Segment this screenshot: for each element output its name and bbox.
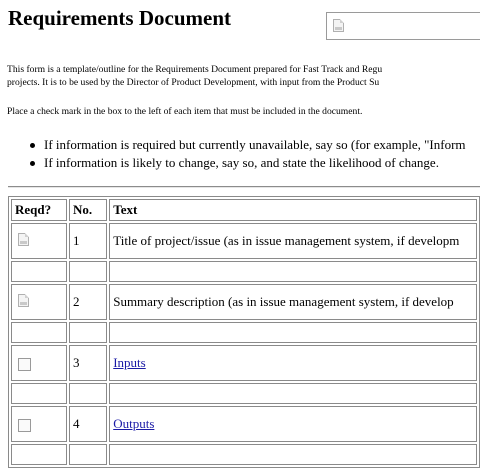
- page-title: Requirements Document: [8, 6, 232, 30]
- text-cell: [109, 345, 477, 381]
- number-cell: 2: [69, 284, 107, 320]
- column-header-text: Text: [109, 199, 477, 221]
- requirements-table: [8, 196, 480, 468]
- table-row: [11, 345, 477, 381]
- column-header-reqd: Reqd?: [11, 199, 67, 221]
- reqd-cell[interactable]: [11, 284, 67, 320]
- table-header-row: [11, 199, 477, 221]
- bullet-list: [30, 136, 466, 172]
- reqd-cell: [11, 345, 67, 381]
- text-cell: Summary description (as in issue management system, if develop: [109, 284, 477, 320]
- bullet-item: If information is likely to change, say so, and state the likelihood of change.: [30, 154, 466, 172]
- table-row-spacer: [11, 322, 477, 343]
- reqd-cell[interactable]: [11, 223, 67, 259]
- reqd-cell: [11, 406, 67, 442]
- reqd-checkbox[interactable]: [18, 419, 31, 432]
- divider: [8, 186, 480, 188]
- header-image-placeholder: [326, 12, 480, 40]
- table-row: [11, 406, 477, 442]
- table-row: [11, 284, 477, 320]
- number-cell: 1: [69, 223, 107, 259]
- table-row-spacer: [11, 444, 477, 465]
- text-cell: Title of project/issue (as in issue management system, if developm: [109, 223, 477, 259]
- table-row-spacer: [11, 261, 477, 282]
- bullet-item: If information is required but currently unavailable, say so (for example, "Inform: [30, 136, 466, 154]
- number-cell: 4: [69, 406, 107, 442]
- number-cell: 3: [69, 345, 107, 381]
- instruction-text: Place a check mark in the box to the left of each item that must be included in the document.: [7, 106, 363, 117]
- reqd-checkbox[interactable]: [18, 358, 31, 371]
- broken-image-icon: [18, 233, 29, 246]
- broken-image-icon: [333, 19, 344, 32]
- intro-line-1: This form is a template/outline for the Requirements Document prepared for Fast Track and Regu: [7, 64, 383, 75]
- inputs-link[interactable]: Inputs: [113, 355, 146, 370]
- intro-line-2: projects. It is to be used by the Director of Product Development, with input from the Product Su: [7, 77, 380, 88]
- column-header-no: No.: [69, 199, 107, 221]
- table-row: [11, 223, 477, 259]
- broken-image-icon: [18, 294, 29, 307]
- table-row-spacer: [11, 383, 477, 404]
- text-cell: [109, 406, 477, 442]
- outputs-link[interactable]: Outputs: [113, 416, 155, 431]
